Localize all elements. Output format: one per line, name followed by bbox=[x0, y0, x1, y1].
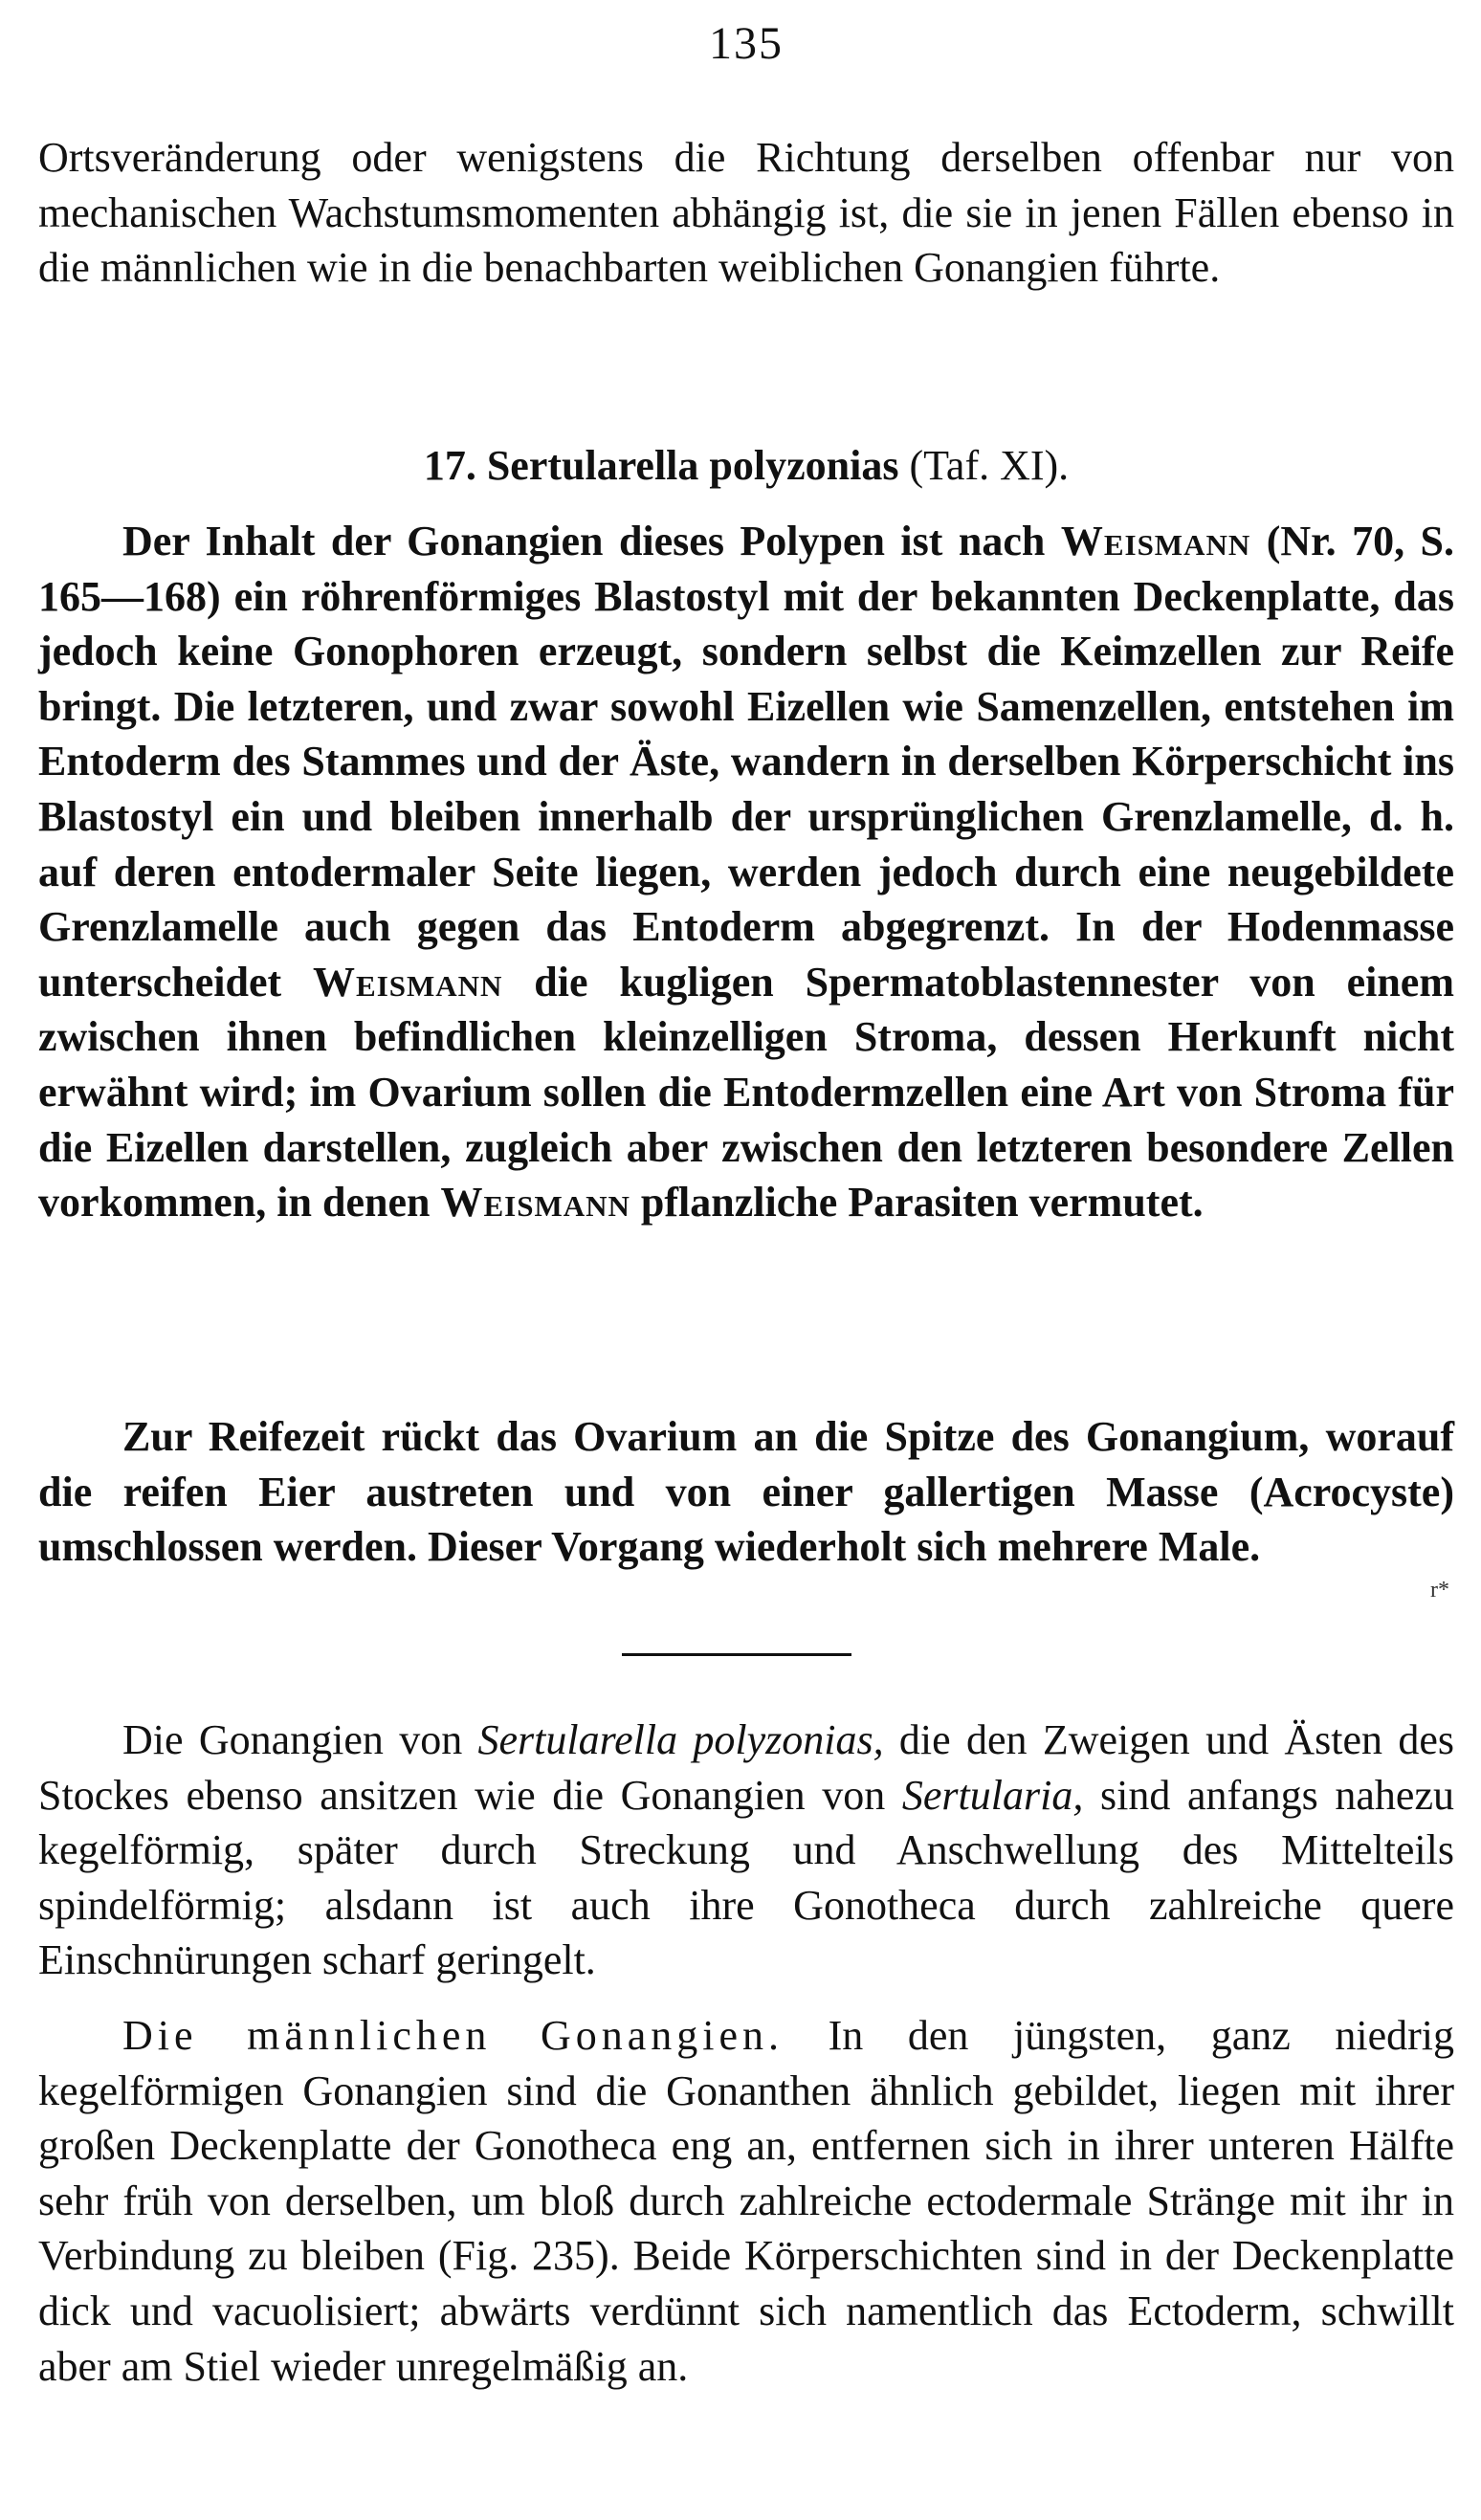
section-reference: (Taf. XI). bbox=[909, 442, 1070, 489]
paragraph-intro: Ortsveränderung oder wenigstens die Richtung derselben offenbar nur von mechanischen Wachstumsmomenten abhängig ist, die sie in jenen Fällen ebenso in die männlichen wie in die benachbarten weiblichen Gonangien führte. bbox=[38, 134, 1454, 292]
paragraph-main-1 bbox=[38, 1713, 1454, 1988]
paragraph-summary-2: Zur Reifezeit rückt das Ovarium an die Spitze des Gonangium, worauf die reifen Eier austreten und von einer gallertigen Masse (Acrocyste) umschlossen werden. Dieser Vorgang wiederholt sich mehrere Male. bbox=[38, 1413, 1454, 1571]
subsection-title: Die männlichen Gonangien. bbox=[122, 2012, 785, 2059]
author-name: Weismann bbox=[1060, 518, 1251, 564]
summary-1-text-c: die kugligen Spermatoblastennester von einem zwischen ihnen befindlichen kleinzelligen Stroma, dessen Herkunft nicht erwähnt wird; im Ovarium sollen die Entodermzellen eine Art von Stroma für die Eizellen darstellen, zugleich aber zwischen den letzteren besondere Zellen vorkommen, in denen bbox=[38, 958, 1454, 1227]
section-number: 17. bbox=[423, 442, 476, 489]
main-1-text-b: die den Zweigen und Ästen des Stockes ebenso ansitzen wie die Gonangien von bbox=[38, 1716, 1454, 1819]
summary-1-text-d: pflanzliche Parasiten vermutet. bbox=[630, 1179, 1204, 1227]
species-name: Sertularella polyzonias, bbox=[477, 1716, 884, 1763]
section-heading bbox=[38, 438, 1454, 494]
paragraph-main-2 bbox=[38, 2008, 1454, 2394]
summary-1-text-a: Der Inhalt der Gonangien dieses Polypen ist nach bbox=[122, 518, 1061, 564]
author-name: Weismann bbox=[440, 1179, 630, 1227]
page-number: 135 bbox=[709, 18, 784, 69]
section-divider bbox=[622, 1653, 851, 1656]
summary-1-text-b: (Nr. 70, S. 165—168) ein röhrenförmiges Blastostyl mit der bekannten Deckenplatte, das jedoch keine Gonophoren erzeugt, sondern selbst die Keimzellen zur Reife bringt. Die letzteren, und zwar sowohl Eizellen wie Samenzellen, entstehen im Entoderm des Stammes und der Äste, wandern in derselben Körperschicht ins Blastostyl ein und bleiben innerhalb der ursprünglichen Grenzlamelle, d. h. auf deren entodermaler Seite liegen, werden jedoch durch eine neugebildete Grenzlamelle auch gegen das Entoderm abgegrenzt. In der Hodenmasse unterscheidet bbox=[38, 518, 1454, 1006]
margin-mark: r* bbox=[1430, 1578, 1449, 1603]
main-1-text-a: Die Gonangien von bbox=[122, 1716, 478, 1763]
page bbox=[38, 0, 1454, 2520]
main-2-text-rest: In den jüngsten, ganz niedrig kegelförmigen Gonangien sind die Gonanthen ähnlich gebildet, liegen mit ihrer großen Deckenplatte der Gonotheca eng an, entfernen sich in ihrer unteren Hälfte sehr früh von derselben, um bloß durch zahlreiche ectodermale Stränge mit ihr in Verbindung zu bleiben (Fig. 235). Beide Körperschichten sind in der Deckenplatte dick und vacuolisiert; abwärts verdünnt sich namentlich das Ectoderm, schwillt aber am Stiel wieder unregelmäßig an. bbox=[38, 2012, 1454, 2390]
author-name: Weismann bbox=[313, 958, 503, 1006]
paragraph-summary-1 bbox=[38, 514, 1454, 1230]
species-name: Sertularia, bbox=[901, 1771, 1084, 1819]
section-species: Sertularella polyzonias bbox=[486, 442, 899, 489]
main-1-text-c: sind anfangs nahezu kegelförmig, später durch Streckung und Anschwellung des Mittelteils spindelförmig; alsdann ist auch ihre Gonotheca durch zahlreiche quere Einschnürungen scharf geringelt. bbox=[38, 1771, 1454, 1984]
